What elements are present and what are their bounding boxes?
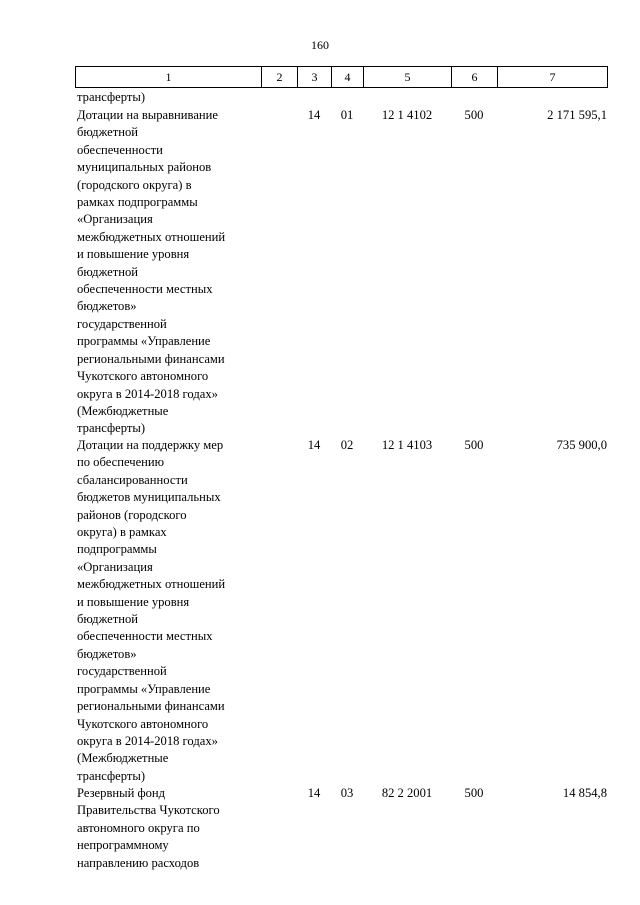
row-section: 14 [307,438,321,452]
column-header-row [75,66,608,88]
row-expense-type: 500 [464,786,484,800]
row-subsection: 01 [340,108,354,122]
column-header-1: 1 [76,67,262,88]
row-target-article: 82 2 2001 [381,786,433,800]
column-header-5: 5 [364,67,452,88]
column-header-2: 2 [262,67,298,88]
column-header-6: 6 [452,67,498,88]
column-header-4: 4 [332,67,364,88]
row-description: Дотации на выравнивание бюджетной обеспеченности муниципальных районов (городского округа) в рамках подпрограммы «Организация межбюджетных отношений и повышение уровня бюджетной обеспеченности местных бюджетов» государственной программы «Управление региональными финансами Чукотского автономного округа в 2014-2018 годах» (Межбюджетные трансферты) [77,108,226,436]
row-section: 14 [307,108,321,122]
row-amount: 2 171 595,1 [547,108,607,122]
carryover-text: трансферты) [77,90,146,104]
row-amount: 14 854,8 [562,786,607,800]
row-expense-type: 500 [464,438,484,452]
row-subsection: 02 [340,438,354,452]
row-section: 14 [307,786,321,800]
row-subsection: 03 [340,786,354,800]
row-expense-type: 500 [464,108,484,122]
row-description: Резервный фонд Правительства Чукотского автономного округа по непрограммному направлению расходов [77,786,220,870]
row-description: Дотации на поддержку мер по обеспечению сбалансированности бюджетов муниципальных районов (городского округа) в рамках подпрограммы «Организация межбюджетных отношений и повышение уровня бюджетной обеспеченности местных бюджетов» государственной программы «Управление региональными финансами Чукотского автономного округа в 2014-2018 годах» (Межбюджетные трансферты) [77,438,226,783]
column-header-7: 7 [498,67,608,88]
row-target-article: 12 1 4102 [381,108,433,122]
row-amount: 735 900,0 [556,438,607,452]
row-target-article: 12 1 4103 [381,438,433,452]
column-header-3: 3 [298,67,332,88]
page-number: 160 [311,38,329,52]
